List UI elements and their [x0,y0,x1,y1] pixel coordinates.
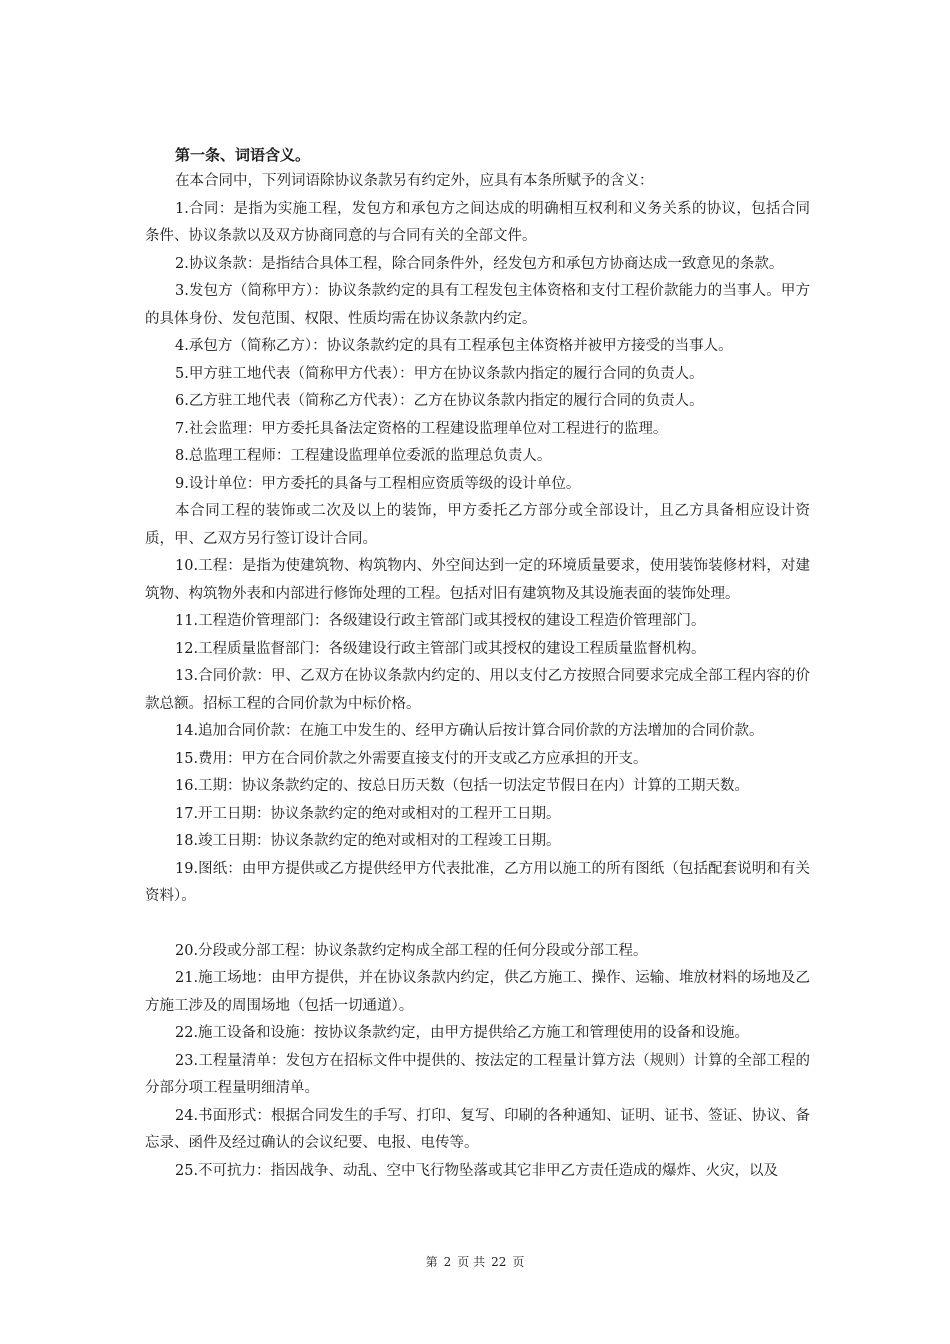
paragraph-7: 7.社会监理：甲方委托具备法定资格的工程建设监理单位对工程进行的监理。 [175,420,668,437]
paragraph-20: 20.分段或分部工程：协议条款约定构成全部工程的任何分段或分部工程。 [175,942,648,959]
paragraph-16: 16.工期：协议条款约定的、按总日历天数（包括一切法定节假日在内）计算的工期天数。 [175,778,750,794]
paragraph-8: 8.总监理工程师：工程建设监理单位委派的监理总负责人。 [175,448,552,464]
paragraph-19: 19.图纸：由甲方提供或乙方提供经甲方代表批准，乙方用以施工的所有图纸（包括配套说明和有关资料）。 [145,860,810,904]
paragraph-17: 17.开工日期：协议条款约定的绝对或相对的工程开工日期。 [175,805,561,822]
paragraph-22: 22.施工设备和设施：按协议条款约定，由甲方提供给乙方施工和管理使用的设备和设施。 [175,1025,750,1041]
paragraph-intro: 在本合同中，下列词语除协议条款另有约定外，应具有本条所赋予的含义： [175,173,654,189]
paragraph-24: 24.书面形式：根据合同发生的手写、打印、复写、印刷的各种通知、证明、证书、签证、协议、备忘录、函件及经过确认的会议纪要、电报、电传等。 [145,1107,810,1151]
paragraph-9: 9.设计单位：甲方委托的具备与工程相应资质等级的设计单位。 [175,475,581,492]
paragraph-6: 6.乙方驻工地代表（简称乙方代表）：乙方在协议条款内指定的履行合同的负责人。 [175,393,704,409]
footer-middle: 页 共 [457,1255,486,1269]
paragraph-18: 18.竣工日期：协议条款约定的绝对或相对的工程竣工日期。 [175,833,561,849]
paragraph-15: 15.费用：甲方在合同价款之外需要直接支付的开支或乙方应承担的开支。 [175,750,648,767]
paragraph-13: 13.合同价款：甲、乙双方在协议条款内约定的、用以支付乙方按照合同要求完成全部工程内容的价款总额。招标工程的合同价款为中标价格。 [145,668,810,712]
paragraph-5: 5.甲方驻工地代表（简称甲方代表）：甲方在协议条款内指定的履行合同的负责人。 [175,365,704,382]
section-heading: 第一条、词语含义。 [175,146,311,164]
paragraph-3: 3.发包方（简称甲方）：协议条款约定的具有工程发包主体资格和支付工程价款能力的当事人。甲方的具体身份、发包范围、权限、性质均需在协议条款内约定。 [145,283,810,327]
paragraph-21: 21.施工场地：由甲方提供，并在协议条款内约定，供乙方施工、操作、运输、堆放材料的场地及乙方施工涉及的周围场地（包括一切通道）。 [145,970,810,1014]
paragraph-2: 2.协议条款：是指结合具体工程，除合同条件外，经发包方和承包方协商达成一致意见的条款。 [175,255,784,272]
paragraph-10: 10.工程：是指为使建筑物、构筑物内、外空间达到一定的环境质量要求，使用装饰装修材料，对建筑物、构筑物外表和内部进行修饰处理的工程。包括对旧有建筑物及其设施表面的装饰处理。 [145,558,810,602]
paragraph-design-note: 本合同工程的装饰或二次及以上的装饰，甲方委托乙方部分或全部设计，且乙方具备相应设计资质，甲、乙双方另行签订设计合同。 [145,503,810,547]
paragraph-4: 4.承包方（简称乙方）：协议条款约定的具有工程承包主体资格并被甲方接受的当事人。 [175,338,733,354]
footer-page-number: 2 [443,1255,452,1269]
footer-suffix: 页 [512,1255,525,1269]
page-footer [0,1254,950,1270]
paragraph-25: 25.不可抗力：指因战争、动乱、空中飞行物坠落或其它非甲乙方责任造成的爆炸、火灾，以及 [175,1162,779,1179]
document-body [145,142,810,1185]
paragraph-23: 23.工程量清单：发包方在招标文件中提供的、按法定的工程量计算方法（规则）计算的全部工程的分部分项工程量明细清单。 [145,1052,810,1096]
paragraph-1: 1.合同：是指为实施工程，发包方和承包方之间达成的明确相互权利和义务关系的协议，包括合同条件、协议条款以及双方协商同意的与合同有关的全部文件。 [145,200,810,244]
paragraph-12: 12.工程质量监督部门：各级建设行政主管部门或其授权的建设工程质量监督机构。 [175,640,706,657]
footer-total-pages: 22 [491,1255,507,1269]
footer-prefix: 第 [425,1255,438,1269]
paragraph-14: 14.追加合同价款：在施工中发生的、经甲方确认后按计算合同价款的方法增加的合同价款。 [175,723,764,739]
paragraph-11: 11.工程造价管理部门：各级建设行政主管部门或其授权的建设工程造价管理部门。 [175,613,706,629]
